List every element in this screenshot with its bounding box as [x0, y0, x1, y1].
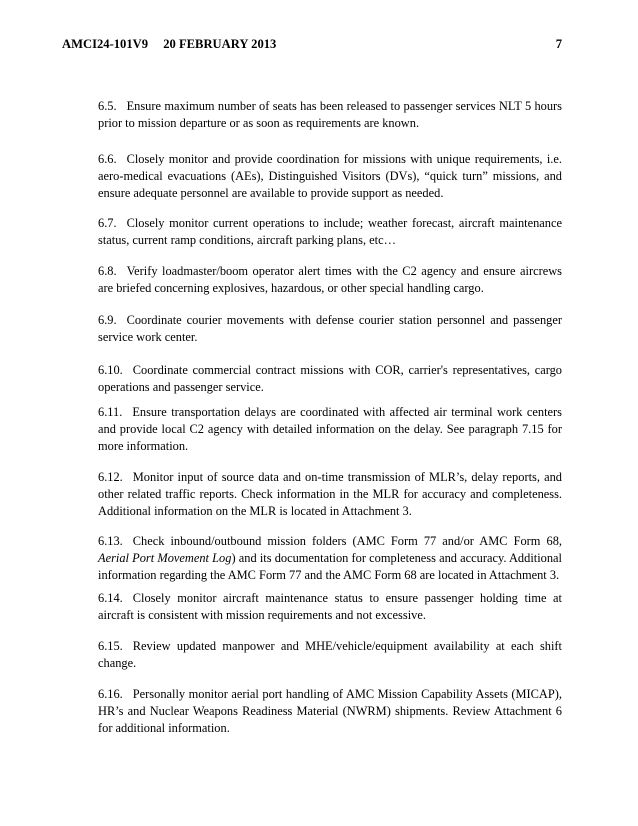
paragraph-number: 6.10.: [98, 363, 123, 377]
page-number: 7: [555, 37, 562, 51]
paragraph-6-7: [98, 215, 562, 249]
paragraph-number: 6.14.: [98, 591, 123, 605]
paragraph-text: Closely monitor aircraft maintenance status to ensure passenger holding time at aircraft is consistent with mission requirements and not excessive.: [98, 591, 562, 622]
paragraph-number: 6.11.: [98, 405, 123, 419]
paragraph-text: Personally monitor aerial port handling of AMC Mission Capability Assets (MICAP), HR’s and Nuclear Weapons Readiness Material (NWRM) shipments. Review Attachment 6 for additional information.: [98, 687, 562, 735]
paragraph-6-10: [98, 362, 562, 396]
form-title-italic: Aerial Port Movement Log: [98, 551, 232, 565]
paragraph-number: 6.7.: [98, 216, 117, 230]
paragraph-text: Coordinate courier movements with defense courier station personnel and passenger service work center.: [98, 313, 562, 344]
paragraph-number: 6.16.: [98, 687, 123, 701]
paragraph-6-13: [98, 533, 562, 584]
paragraph-text-after: ) and its documentation for completeness and accuracy. Additional information regarding the AMC Form 77 and the AMC Form 68 are located in Attachment 3.: [98, 551, 562, 582]
paragraph-number: 6.6.: [98, 152, 117, 166]
paragraph-number: 6.15.: [98, 639, 123, 653]
paragraph-6-12: [98, 469, 562, 520]
paragraph-number: 6.12.: [98, 470, 123, 484]
paragraph-6-14: [98, 590, 562, 624]
paragraph-text: Closely monitor current operations to include; weather forecast, aircraft maintenance status, current ramp conditions, aircraft parking plans, etc…: [98, 216, 562, 247]
paragraph-text-before: Check inbound/outbound mission folders (AMC Form 77 and/or AMC Form 68,: [132, 534, 562, 548]
document-id: AMCI24-101V9: [62, 37, 149, 51]
paragraph-text: Verify loadmaster/boom operator alert times with the C2 agency and ensure aircrews are briefed concerning explosives, hazardous, or other special handling cargo.: [98, 264, 562, 295]
paragraph-6-9: [98, 312, 562, 346]
paragraph-text: Ensure maximum number of seats has been released to passenger services NLT 5 hours prior to mission departure or as soon as requirements are known.: [98, 99, 562, 130]
paragraph-number: 6.5.: [98, 99, 117, 113]
document-date: 20 FEBRUARY 2013: [163, 37, 277, 51]
paragraph-6-15: [98, 638, 562, 672]
page-header: [62, 37, 562, 52]
paragraph-6-11: [98, 404, 562, 455]
paragraph-text: Review updated manpower and MHE/vehicle/equipment availability at each shift change.: [98, 639, 562, 670]
paragraph-number: 6.8.: [98, 264, 117, 278]
paragraph-text: Closely monitor and provide coordination for missions with unique requirements, i.e. aero-medical evacuations (AEs), Distinguished Visitors (DVs), “quick turn” missions, and ensure adequate personnel are available to provide support as needed.: [98, 152, 562, 200]
paragraph-number: 6.9.: [98, 313, 117, 327]
paragraph-6-5: [98, 98, 562, 132]
paragraph-6-6: [98, 151, 562, 202]
paragraph-text: Ensure transportation delays are coordinated with affected air terminal work centers and provide local C2 agency with detailed information on the delay. See paragraph 7.15 for more information.: [98, 405, 562, 453]
paragraph-6-8: [98, 263, 562, 297]
paragraph-text: Coordinate commercial contract missions with COR, carrier's representatives, cargo operations and passenger service.: [98, 363, 562, 394]
paragraph-number: 6.13.: [98, 534, 123, 548]
paragraph-6-16: [98, 686, 562, 737]
paragraph-text: Monitor input of source data and on-time transmission of MLR’s, delay reports, and other related traffic reports. Check information in the MLR for accuracy and completeness. Additional information on the MLR is located in Attachment 3.: [98, 470, 562, 518]
